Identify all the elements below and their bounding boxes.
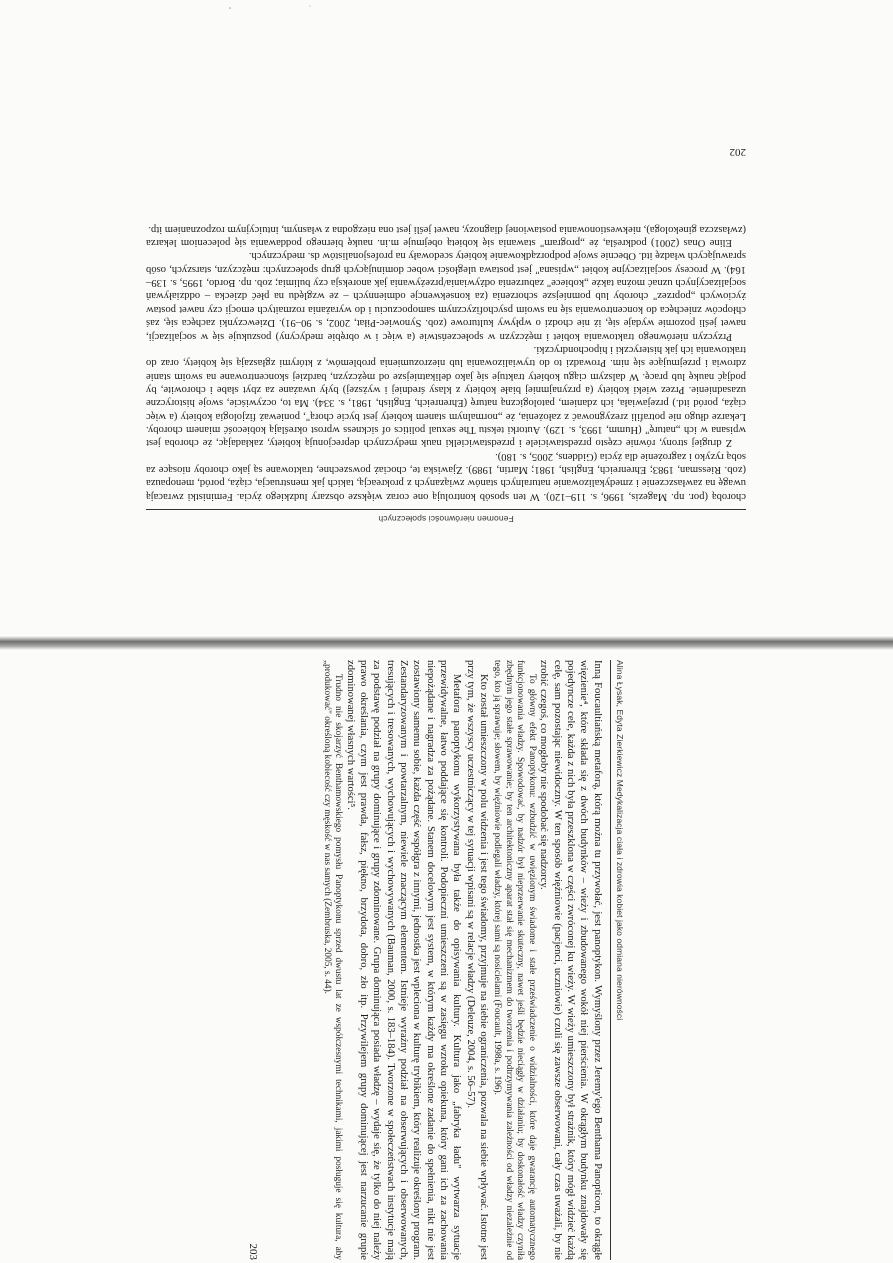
binding-shadow — [0, 636, 893, 650]
block-quote: Trudno nie skojarzyć Benthamowskiego pomysłu Panoptykonu sprzed dwustu lat ze współczesnymi technikami, jakimi posługuje się kultura, aby „produkować" określoną kobiecość czy męskość w nas samych (Zembruska, 2005, s. 44). — [321, 660, 344, 1260]
paragraph: Eline Onas (2001) podkreśla, że „program" stawania się kobietą obejmuje m.in. naukę biernego poddawania się poleceniom lekarza (zwłaszcza ginekologa), niekwestionowania postawionej diagnozy, nawet jeśli jest ona niezgodna z własnym, intuicyjnym rozpoznaniem itp. — [146, 223, 746, 249]
paragraph: Przyczyn nierównego traktowania kobiet i mężczyzn w społeczeństwie (a więc i w obrębie medycyny) poszukuje się w socjalizacji, nawet jeśli pozornie wydaje się, iż nie chodzi o wpływy kulturowe (zob. Synowiec-Piłat, 2002, s. 90–91). Dziewczynki zachęca się, zaś chłopców zniechęca do koncentrowania się na swoim psychofizycznym samopoczuciu i do wyrażania rozmaitych emocji czy nawet postaw życiowych „poprzez" choroby lub pomniejsze schorzenia (za konsekwencje odmiennych – ze względu na płeć dziecka – oddziaływań socjalizacyjnych uznać można także „kobiece" zaburzenia odżywiania/przeżywania jak anoreksja czy bulimia; zob. np. Bordo, 1995, s. 139–164). W procesy socjalizacyjne kobiet „wpisana" jest postawa uległości wobec dominujących grup społecznych: mężczyzn, starszych, osób sprawujących władzę itd. Obecnie swoje podporządkowanie kobiety scedowały na profesjonalistów ds. medycznych. — [146, 250, 746, 342]
paragraph: Z drugiej strony, równie często przedstawiciele i przedstawicielki nauk medycznych deprecjonują kobiety, zakładając, że choroba jest wpisana w ich „naturę" (Humm, 1993, s. 129). Autorki tekstu The sexual politics of sickness wprost określają kobiecość mianem choroby. Lekarze długo nie potrafili zrezygnować z założenia, że „normalnym stanem kobiety jest bycie chorą", ponieważ fizjologia kobiety (a więc ciąża, poród itd.) przejawiała, ich zdaniem, patologiczną naturę (Ehrenreich, English, 1981, s. 334). Ma to, oczywiście, swoje historyczne uzasadnienie. Przez wieki kobiety (a przynajmniej białe kobiety z klasy średniej i wyższej) były uważane za zbyt słabe i chorowite, by podjąć naukę lub pracę. W dalszym ciągu kobiety traktuje się jako delikatniejsze od mężczyzn, bardziej skoncentrowane na swoim stanie zdrowia i przejmujące się nim. Prowadzi to do trywializowania lub niezrozumienia problemów, z którymi zgłaszają się kobiety, oraz do traktowania ich jak histeryczki i hipochondryczki. — [146, 343, 746, 449]
paragraph: chorobą (por. np. Magezis, 1996, s. 119–120). W ten sposób kontrolują one coraz większe obszary ludzkiego życia. Feministki zwracają uwagę na zawłaszczenie i zmedykalizowanie naturalnych stanów związanych z prokreacją, takich jak menstruacja, ciąża, poród, menopauza (zob. Riessman, 1983; Ehrenreich, English, 1981; Martin, 1989). Zjawiska te, chociaż powszechne, traktowane są jako choroby niosące za sobą ryzyko i zagrożenie dla życia (Giddens, 2005, s. 180). — [146, 450, 746, 502]
block-quote: To główny efekt Panoptykonu: wzbudzić w uwięzionym świadome i stałe przeświadczenie o widzialności, które daje gwarancję automatycznego funkcjonowania władzy. Spowodować, by nadzór był nieprzerwanie skuteczny, nawet jeśli będzie nieciągły w działaniu; by doskonałość władzy czyniła zbędnym jego stałe sprawowanie; by ten architektoniczny aparat stał się mechanizmem do tworzenia i podtrzymywania zależności od władzy niezależnie od tego, kto ją sprawuje; słowem, by więźniowie podlegali władzy, której sami są nosicielami (Foucault, 1998a, s. 196). — [491, 660, 537, 1260]
paragraph: Metafora panoptykonu wykorzystywana była także do opisywania kultury. Kultura jako „fabryka ładu" wytwarza sytuacje przewidywalne, łatwo poddające się kontroli. Podopieczni umieszczeni są w zasięgu wzroku opiekuna, który gani ich za zachowania niepożądane i nagradza za pożądane. Stanem docelowym jest system, w którym każdy ma określone zadanie do spełnienia, nikt nie jest zostawiony samemu sobie, każda część współgra z innymi, jednostka jest wpleciona w kulturę trybikiem, który realizuje określony program. Zestandaryzowanym i powtarzalnym, niewiele znaczącym elementem. Istnieje wyraźny podział na obserwujących i obserwowanych, tresujących i tresowanych, wychowujących i wychowywanych (Bauman, 2000, s. 183–184). Tworzone w społeczeństwach instytucje mają za podstawę podział na grupy dominujące i grupy zdominowane. Grupa dominująca posiada władzę – wydaje się, że tylko do niej należy prawo określania, czym jest prawda, fałsz, piękno, brzydota, dobro, zło itp. Przywilejem grupy dominującej jest narzucanie grupie zdominowanej własnych wartości⁵. — [344, 660, 463, 1260]
page-202 — [146, 146, 746, 525]
paragraph: Kto został umieszczony w polu widzenia i jest tego świadomy, przyjmuje na siebie ograniczenia, pozwala na siebie wpływać. Istotne jest przy tym, że wszyscy uczestniczący w tej sytuacji wpisani są w relacje władzy (Deleuze, 2004, s. 56–57). — [464, 660, 490, 1260]
page-203-body — [320, 660, 604, 1260]
page-number-202: 202 — [729, 146, 746, 159]
paragraph: Inną Foucaultiańską metaforą, którą można tu przywołać, jest panoptykon. Wymyślony przez Jeremy'ego Benthama Panopticon, to okrągłe więzienie⁴, które składa się z dwóch budynków – wieży i zbudowanego wokół niej pierścienia. W okrągłym budynku znajdowały się pojedyncze cele, każda z nich była przeszklona w części zwróconej ku wieży. W wieży umieszczony był strażnik, który mógł widzieć każdą celę, sam pozostając niewidoczny. W ten sposób więźniowie (pacjenci, uczniowie) czuli się zawsze obserwowani, cały czas uważali, by nie zrobić czegoś, co mogłoby nie spodobać się nadzorcy. — [538, 660, 603, 1260]
running-head-left: Fenomen nierówności społecznych — [146, 509, 746, 525]
scan-specks — [210, 0, 360, 10]
speck-graphic — [210, 3, 360, 13]
running-head-right: Alina Łysak, Edyta Zierkiewicz Medykalizacja ciała i zdrowia kobiet jako odmiana nierówności — [610, 660, 626, 1260]
page-203 — [247, 660, 626, 1260]
page-202-body — [146, 222, 746, 502]
page-number-203: 203 — [247, 1243, 260, 1260]
